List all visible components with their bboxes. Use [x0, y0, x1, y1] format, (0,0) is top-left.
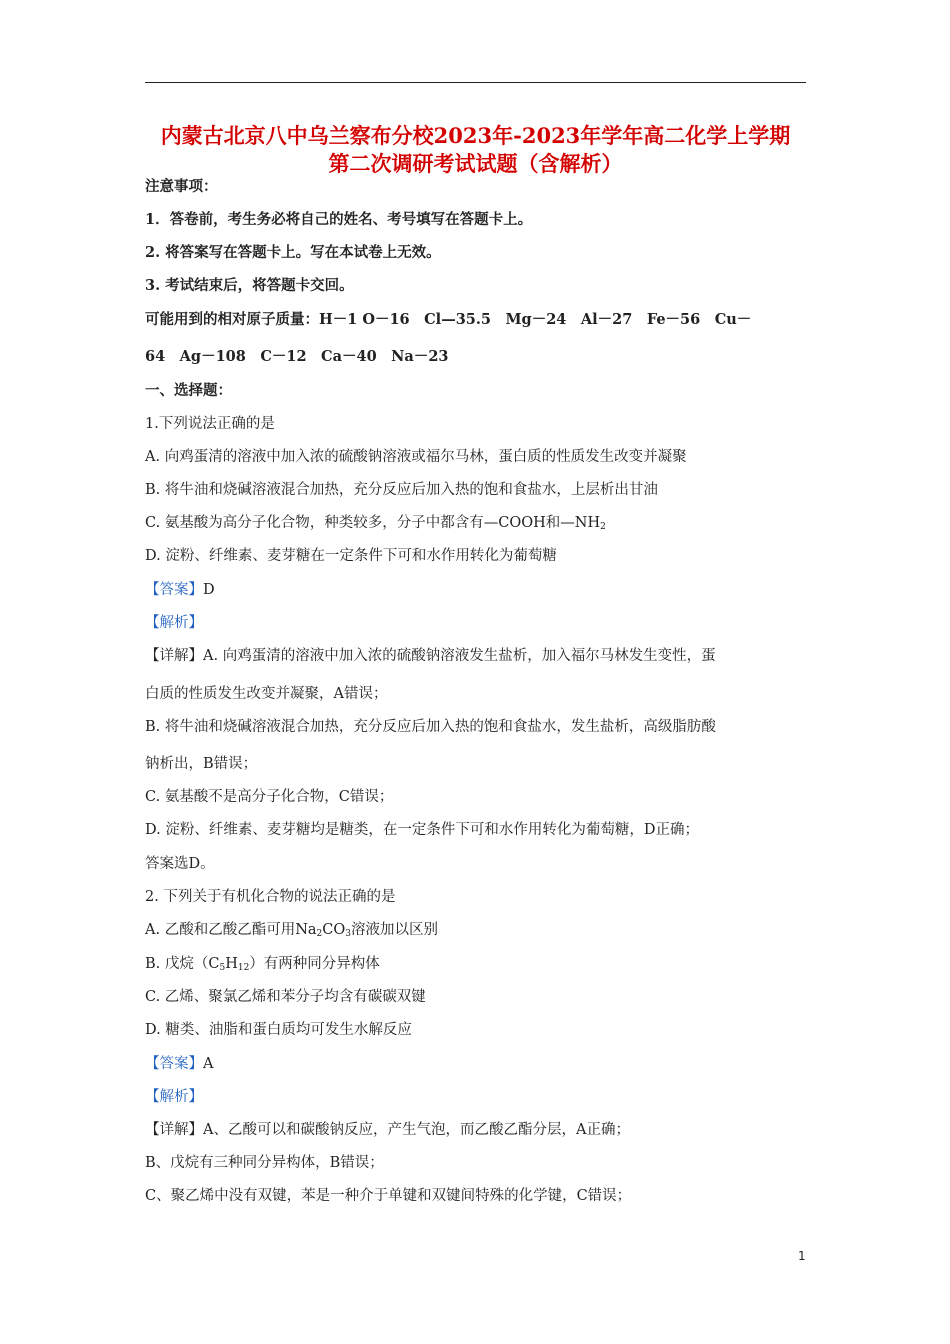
q2-detail-a-text: A、乙酸可以和碳酸钠反应，产生气泡，而乙酸乙酯分层，A正确； — [203, 1122, 630, 1138]
q1-detail-b1: B. 将牛油和烧碱溶液混合加热，充分反应后加入热的饱和食盐水，发生盐析，高级脂肪酸 — [145, 719, 716, 735]
q1-option-c-text: C. 氨基酸为高分子化合物，种类较多，分子中都含有—COOH和—NH — [145, 515, 601, 531]
notice-item-2: 2. 将答案写在答题卡上。写在本试卷上无效。 — [145, 244, 441, 261]
q2-answer-value: A — [203, 1056, 214, 1072]
q1-option-a: A. 向鸡蛋清的溶液中加入浓的硫酸钠溶液或福尔马林，蛋白质的性质发生改变并凝聚 — [145, 449, 687, 465]
atomic-mass-line1: 可能用到的相对原子质量：H－1 O－16 Cl—35.5 Mg－24 Al－27 Fe－56 Cu－ — [145, 311, 752, 328]
q2-option-a — [145, 920, 438, 940]
page-title-line1: 内蒙古北京八中乌兰察布分校2023年-2023年学年高二化学上学期 — [160, 123, 791, 148]
q2-option-b-sub2: 12 — [237, 963, 250, 973]
section-heading: 一、选择题： — [145, 382, 232, 399]
q2-option-d: D. 糖类、油脂和蛋白质均可发生水解反应 — [145, 1022, 412, 1038]
header-rule — [145, 82, 806, 83]
q2-option-b-mid: H — [225, 956, 238, 972]
q2-analysis-tag: 【解析】 — [145, 1089, 203, 1105]
q2-option-a-sub1: 2 — [316, 929, 323, 939]
q2-answer-tag: 【答案】 — [145, 1056, 203, 1072]
notice-item-3: 3. 考试结束后，将答题卡交回。 — [145, 277, 354, 294]
q1-conclusion: 答案选D。 — [145, 856, 215, 872]
q1-option-c — [145, 513, 606, 533]
q2-option-a-mid: CO — [322, 922, 346, 938]
q1-detail-d: D. 淀粉、纤维素、麦芽糖均是糖类，在一定条件下可和水作用转化为葡萄糖，D正确； — [145, 822, 699, 838]
q2-option-c: C. 乙烯、聚氯乙烯和苯分子均含有碳碳双键 — [145, 989, 426, 1005]
q1-stem: 1.下列说法正确的是 — [145, 416, 275, 432]
q2-option-a-sub2: 3 — [345, 929, 351, 939]
q2-option-b-sub1: 5 — [219, 963, 226, 973]
q2-answer — [145, 1054, 213, 1074]
q1-detail-a1-text: A. 向鸡蛋清的溶液中加入浓的硫酸钠溶液发生盐析，加入福尔马林发生变性，蛋 — [203, 648, 716, 664]
q2-detail-a — [145, 1120, 630, 1140]
q1-detail-a2: 白质的性质发生改变并凝聚，A错误； — [145, 686, 388, 702]
page-title-line2: 第二次调研考试试题（含解析） — [328, 151, 623, 176]
atomic-mass-line2: 64 Ag－108 C－12 Ca－40 Na－23 — [145, 348, 449, 365]
q2-detail-b: B、戊烷有三种同分异构体，B错误； — [145, 1155, 384, 1171]
q2-detail-c: C、聚乙烯中没有双键，苯是一种介于单键和双键间特殊的化学键，C错误； — [145, 1188, 632, 1204]
q1-option-c-sub: 2 — [600, 522, 606, 532]
q1-detail-c: C. 氨基酸不是高分子化合物，C错误； — [145, 789, 394, 805]
q1-answer-value: D — [203, 582, 215, 598]
q2-option-b-post: ）有两种同分异构体 — [249, 956, 380, 972]
notice-heading: 注意事项： — [145, 178, 218, 195]
q1-detail-b2: 钠析出，B错误； — [145, 756, 258, 772]
q2-detail-tag: 【详解】 — [145, 1122, 203, 1138]
q2-stem: 2. 下列关于有机化合物的说法正确的是 — [145, 889, 396, 905]
q1-option-b: B. 将牛油和烧碱溶液混合加热，充分反应后加入热的饱和食盐水，上层析出甘油 — [145, 482, 658, 498]
q1-analysis-tag: 【解析】 — [145, 615, 203, 631]
q1-detail-tag: 【详解】 — [145, 648, 203, 664]
notice-item-1: 1．答卷前，考生务必将自己的姓名、考号填写在答题卡上。 — [145, 211, 533, 228]
q1-option-d: D. 淀粉、纤维素、麦芽糖在一定条件下可和水作用转化为葡萄糖 — [145, 548, 557, 564]
q2-option-b-pre: B. 戊烷（C — [145, 956, 220, 972]
q2-option-a-pre: A. 乙酸和乙酸乙酯可用Na — [145, 922, 317, 938]
q1-answer-tag: 【答案】 — [145, 582, 203, 598]
q2-option-a-post: 溶液加以区别 — [350, 922, 438, 938]
q2-option-b — [145, 954, 380, 974]
q1-detail-a1 — [145, 646, 716, 666]
q1-answer — [145, 580, 215, 600]
page-number: 1 — [798, 1249, 806, 1263]
